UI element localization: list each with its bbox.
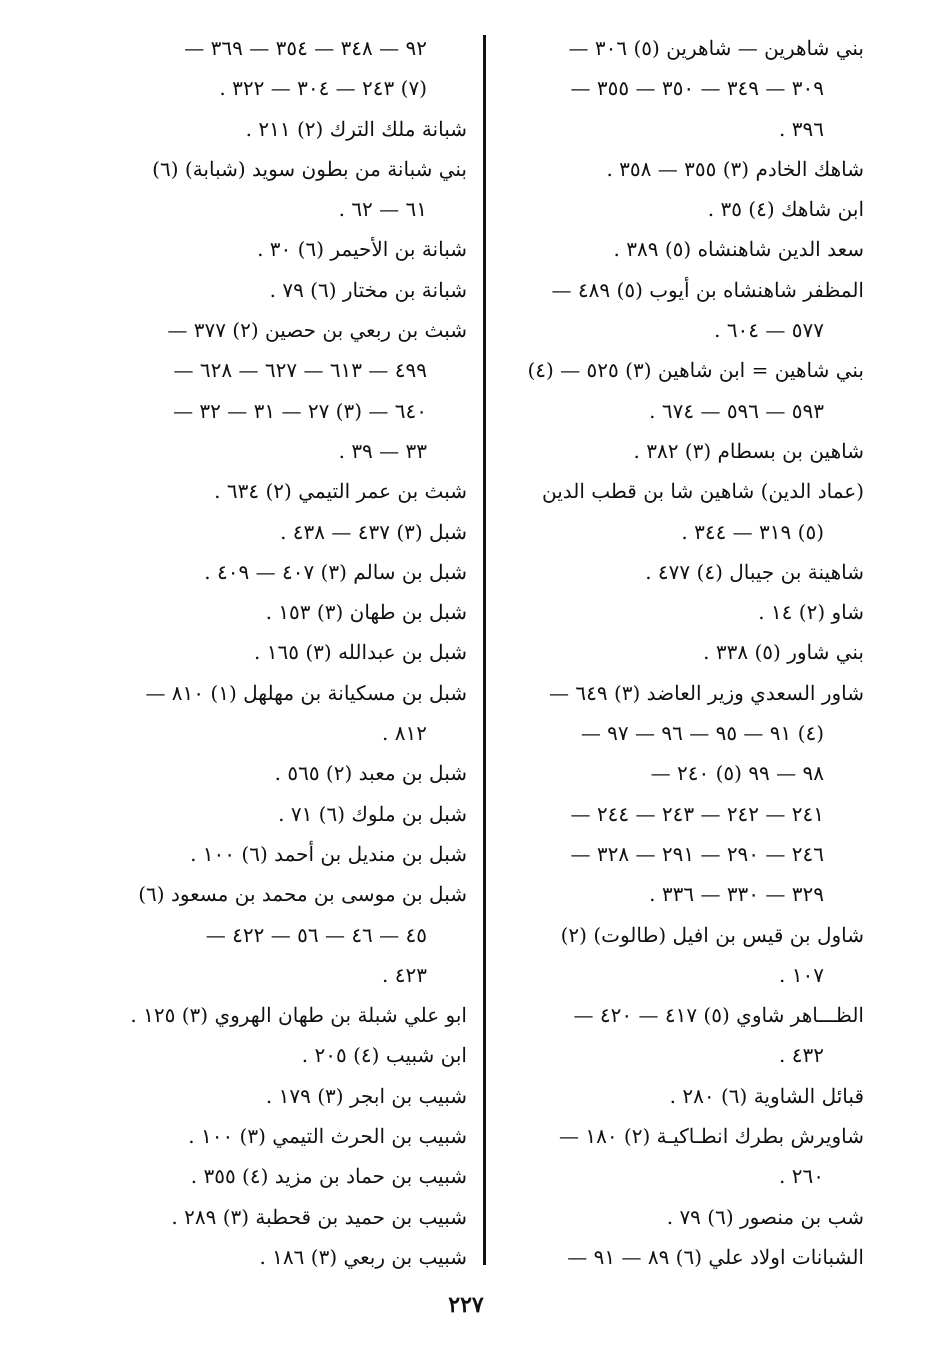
index-entry-line: قبائل الشاوية (٦) ٢٨٠ . xyxy=(669,1083,864,1108)
index-entry-line: شبيب بن ربعي (٣) ١٨٦ . xyxy=(259,1244,467,1269)
index-entry-line: بني شبانة من بطون سويد (شبابة) (٦) xyxy=(152,156,467,181)
index-entry-line: شبل بن معبد (٢) ٥٦٥ . xyxy=(274,761,467,786)
index-entry-line: شبانة بن مختار (٦) ٧٩ . xyxy=(269,277,467,302)
right-index-column xyxy=(504,28,864,1277)
index-entry-line: شاويرش بطرك انطـاكيـة (٢) ١٨٠ — xyxy=(558,1124,864,1149)
index-entry-line: شاول بن قيس بن افيل (طالوت) (٢) xyxy=(560,922,864,947)
index-entry-line: ٥٧٧ — ٦٠٤ . xyxy=(714,318,824,343)
index-entry-line: ٣٣ — ٣٩ . xyxy=(338,438,427,463)
index-entry-line: شبيب بن الحرث التيمي (٣) ١٠٠ . xyxy=(188,1124,467,1149)
index-entry-line: شبيب بن حماد بن مزيد (٤) ٣٥٥ . xyxy=(190,1164,467,1189)
index-entry-line: ٣٢٩ — ٣٣٠ — ٣٣٦ . xyxy=(649,882,824,907)
index-entry-line: سعد الدين شاهنشاه (٥) ٣٨٩ . xyxy=(613,237,864,262)
index-entry-line: شاهين بن بسطام (٣) ٣٨٢ . xyxy=(633,438,864,463)
index-entry-line: ٢٦٠ . xyxy=(779,1164,824,1189)
index-entry-line: ٤٣٢ . xyxy=(779,1043,824,1068)
index-entry-line: ٢٤٦ — ٢٩٠ — ٢٩١ — ٣٢٨ — xyxy=(570,841,824,866)
column-divider xyxy=(483,35,486,1265)
index-entry-line: بني شاهرين — شاهرين (٥) ٣٠٦ — xyxy=(568,36,864,60)
index-entry-line: شاور السعدي وزير العاضد (٣) ٦٤٩ — xyxy=(549,680,864,705)
index-entry-line: شبيب بن حميد بن قحطبة (٣) ٢٨٩ . xyxy=(171,1204,467,1229)
index-entry-line: ابن شاهك (٤) ٣٥ . xyxy=(707,197,864,222)
index-entry-line: ٨١٢ . xyxy=(382,721,427,746)
index-entry-line: شبث بن ربعي بن حصين (٢) ٣٧٧ — xyxy=(167,318,467,343)
index-entry-line: ٤٢٣ . xyxy=(382,962,427,987)
index-entry-line: ٣٩٦ . xyxy=(779,116,824,141)
index-entry-line: شبانة بن الأحيمر (٦) ٣٠ . xyxy=(257,237,467,262)
index-entry-line: (٥) ٣١٩ — ٣٤٤ . xyxy=(681,519,824,544)
index-entry-line: المظفر شاهنشاه بن أيوب (٥) ٤٨٩ — xyxy=(551,277,864,302)
index-entry-line: بني شاور (٥) ٣٣٨ . xyxy=(703,640,864,665)
index-entry-line: شبل بن طهان (٣) ١٥٣ . xyxy=(265,600,467,625)
left-index-column xyxy=(117,28,467,1277)
index-entry-line: شبل بن مسكيانة بن مهلهل (١) ٨١٠ — xyxy=(145,680,467,705)
index-entry-line: ٦٤٠ — (٣) ٢٧ — ٣١ — ٣٢ — xyxy=(173,398,427,423)
index-entry-line: شبل (٣) ٤٣٧ — ٤٣٨ . xyxy=(280,519,467,544)
index-entry-line: شبل بن عبدالله (٣) ١٦٥ . xyxy=(254,640,467,665)
index-entry-line: شاهك الخادم (٣) ٣٥٥ — ٣٥٨ . xyxy=(606,156,864,181)
index-entry-line: شاهينة بن جيبال (٤) ٤٧٧ . xyxy=(645,559,864,584)
page-number: ٢٢٧ xyxy=(448,1292,484,1318)
index-entry-line: شبانة ملك الترك (٢) ٢١١ . xyxy=(245,116,467,141)
index-entry-line: شبل بن موسى بن محمد بن مسعود (٦) xyxy=(138,882,467,907)
index-entry-line: ابن شبيب (٤) ٢٠٥ . xyxy=(301,1043,467,1068)
index-entry-line: شاو (٢) ١٤ . xyxy=(758,600,864,625)
index-entry-line: شب بن منصور (٦) ٧٩ . xyxy=(666,1204,864,1229)
index-entry-line: ٦١ — ٦٢ . xyxy=(338,197,427,222)
index-entry-line: ٤٥ — ٤٦ — ٥٦ — ٤٢٢ — xyxy=(205,922,427,947)
index-entry-line: (٤) ٩١ — ٩٥ — ٩٦ — ٩٧ — xyxy=(580,721,824,746)
index-entry-line: الظـــاهر شاوي (٥) ٤١٧ — ٤٢٠ — xyxy=(573,1003,864,1028)
index-entry-line: ابو علي شبلة بن طهان الهروي (٣) ١٢٥ . xyxy=(130,1003,467,1028)
index-entry-line: شبل بن ملوك (٦) ٧١ . xyxy=(278,801,467,826)
index-entry-line: (عماد الدين) شاهين شا بن قطب الدين xyxy=(541,479,864,504)
index-entry-line: شبل بن منديل بن أحمد (٦) ١٠٠ . xyxy=(190,841,467,866)
index-entry-line: الشبانات اولاد علي (٦) ٨٩ — ٩١ — xyxy=(567,1244,864,1269)
index-entry-line: ٣٠٩ — ٣٤٩ — ٣٥٠ — ٣٥٥ — xyxy=(570,76,824,101)
index-entry-line: ٤٩٩ — ٦١٣ — ٦٢٧ — ٦٢٨ — xyxy=(173,358,427,383)
index-entry-line: ٥٩٣ — ٥٩٦ — ٦٧٤ . xyxy=(649,398,824,423)
index-entry-line: ١٠٧ . xyxy=(779,962,824,987)
index-entry-line: ٩٢ — ٣٤٨ — ٣٥٤ — ٣٦٩ — xyxy=(184,36,427,60)
index-entry-line: (٧) ٢٤٣ — ٣٠٤ — ٣٢٢ . xyxy=(219,76,427,101)
index-entry-line: شبث بن عمر التيمي (٢) ٦٣٤ . xyxy=(214,479,467,504)
index-entry-line: ٢٤١ — ٢٤٢ — ٢٤٣ — ٢٤٤ — xyxy=(570,801,824,826)
index-entry-line: ٩٨ — ٩٩ (٥) ٢٤٠ — xyxy=(650,761,824,786)
index-entry-line: بني شاهين = ابن شاهين (٣) ٥٢٥ — (٤) xyxy=(527,358,864,383)
index-entry-line: شبيب بن ابجر (٣) ١٧٩ . xyxy=(265,1083,467,1108)
index-entry-line: شبل بن سالم (٣) ٤٠٧ — ٤٠٩ . xyxy=(204,559,467,584)
